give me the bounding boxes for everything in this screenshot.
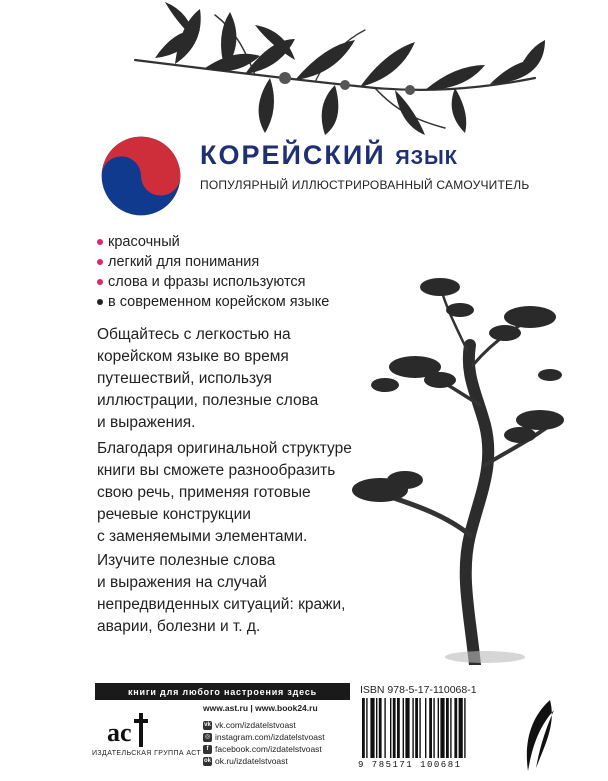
list-item: легкий для понимания bbox=[97, 252, 329, 272]
social-link[interactable]: ok ok.ru/izdatelstvoast bbox=[203, 756, 288, 766]
barcode-bar bbox=[397, 698, 400, 758]
vk-icon: vk bbox=[204, 722, 211, 728]
social-links bbox=[203, 719, 325, 767]
title-main: КОРЕЙСКИЙ bbox=[200, 140, 386, 170]
bullet-icon bbox=[97, 279, 103, 285]
ast-logo-icon bbox=[105, 707, 153, 749]
barcode-bar bbox=[454, 698, 457, 758]
barcode-bar bbox=[384, 698, 385, 758]
barcode-bar bbox=[438, 698, 439, 758]
barcode-bar bbox=[419, 698, 420, 758]
barcode-bar bbox=[393, 698, 396, 758]
barcode-bar bbox=[459, 698, 463, 758]
sites-line[interactable]: www.ast.ru | www.book24.ru bbox=[203, 703, 318, 713]
barcode-bar bbox=[366, 698, 367, 758]
svg-text:ac: ac bbox=[107, 718, 132, 747]
social-link[interactable]: vk vk.com/izdatelstvoast bbox=[204, 720, 296, 730]
book-title bbox=[200, 140, 458, 171]
isbn-label: ISBN 978-5-17-110068-1 bbox=[360, 684, 477, 696]
barcode-bar bbox=[376, 698, 377, 758]
barcode-bar bbox=[370, 698, 374, 758]
feature-list bbox=[97, 232, 329, 312]
barcode-bar bbox=[412, 698, 413, 758]
social-link[interactable]: f facebook.com/izdatelstvoast bbox=[203, 743, 325, 755]
barcode-number: 9 785171 100681 bbox=[358, 760, 462, 770]
publisher-name: ИЗДАТЕЛЬСКАЯ ГРУППА АСТ bbox=[92, 750, 202, 757]
tree-illustration bbox=[345, 275, 565, 665]
barcode-bar bbox=[403, 698, 404, 758]
book-subtitle: ПОПУЛЯРНЫЙ ИЛЛЮСТРИРОВАННЫЙ САМОУЧИТЕЛЬ bbox=[200, 178, 530, 192]
bullet-icon bbox=[97, 259, 103, 265]
barcode-bar bbox=[429, 698, 432, 758]
instagram-icon: ◎ bbox=[204, 734, 211, 740]
list-item: слова и фразы используются bbox=[97, 272, 329, 292]
barcode-bar bbox=[415, 698, 418, 758]
barcode-bar bbox=[379, 698, 382, 758]
bullet-icon bbox=[97, 239, 103, 245]
barcode-bar bbox=[450, 698, 451, 758]
barcode-bar bbox=[433, 698, 434, 758]
quill-icon bbox=[520, 698, 560, 773]
paragraph-1: Общайтесь с легкостью на корейском языке во время путешествий, используя иллюстрации, полезные слова и выражения. bbox=[97, 326, 319, 431]
bullet-icon bbox=[97, 299, 103, 305]
barcode-icon bbox=[358, 698, 508, 758]
barcode-bar bbox=[390, 698, 391, 758]
title-small: ЯЗЫК bbox=[395, 147, 458, 169]
list-item: красочный bbox=[97, 232, 329, 252]
taegeuk-logo bbox=[100, 135, 182, 217]
barcode-bar bbox=[464, 698, 465, 758]
barcode-bar bbox=[446, 698, 449, 758]
paragraph-2: Благодаря оригинальной структуре книги вы сможете разнообразить свою речь, применяя готовые речевые конструкции с заменяемыми элементами. bbox=[97, 440, 352, 545]
list-item: в современном корейском языке bbox=[97, 292, 329, 312]
branch-illustration bbox=[95, 0, 565, 140]
barcode-bar bbox=[405, 698, 409, 758]
barcode-bar bbox=[362, 698, 365, 758]
ok-icon: ok bbox=[203, 758, 211, 764]
tagline-bar: книги для любого настроения здесь bbox=[95, 683, 350, 700]
barcode-bar bbox=[440, 698, 444, 758]
social-link[interactable]: ◎ instagram.com/izdatelstvoast bbox=[204, 732, 325, 742]
paragraph-3: Изучите полезные слова и выражения на случай непредвиденных ситуаций: кражи, аварии, болезни и т. д. bbox=[97, 552, 346, 635]
facebook-icon: f bbox=[203, 745, 212, 754]
barcode-bar bbox=[425, 698, 426, 758]
